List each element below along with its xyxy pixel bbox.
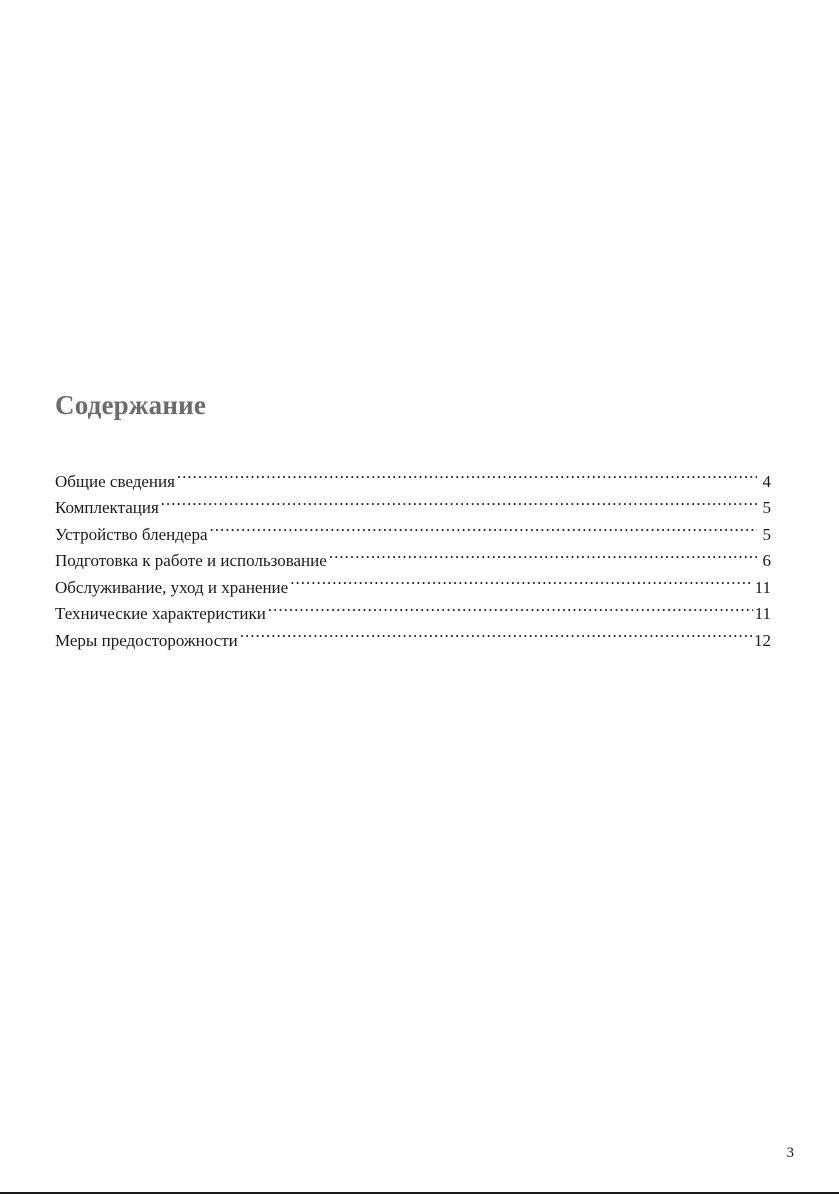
toc-dot-leader <box>240 619 752 646</box>
toc-entry-page: 12 <box>754 630 771 650</box>
toc-entry-label: Технические характеристики <box>55 604 266 623</box>
toc-entry <box>55 513 771 544</box>
page-number: 3 <box>786 1145 794 1161</box>
toc-entry <box>55 460 771 491</box>
toc-dot-leader <box>177 460 757 487</box>
toc-entry-label: Комплектация <box>55 498 159 517</box>
toc-entry-page: 4 <box>762 471 771 491</box>
toc-entry-page: 11 <box>754 577 771 597</box>
toc-dot-leader <box>210 513 757 540</box>
toc-entry-label: Обслуживание, уход и хранение <box>55 577 289 597</box>
toc-entry-page: 11 <box>754 604 771 623</box>
toc-title: Содержание <box>55 390 207 420</box>
toc-entry-label: Общие сведения <box>55 471 175 491</box>
toc-list <box>55 460 771 650</box>
toc-entry-page: 6 <box>762 551 771 570</box>
toc-entry-page: 5 <box>762 524 771 544</box>
toc-entry <box>55 487 771 517</box>
toc-entry-page: 5 <box>762 498 771 517</box>
toc-dot-leader <box>161 487 757 514</box>
toc-dot-leader <box>268 593 753 620</box>
toc-dot-leader <box>290 566 752 593</box>
toc-entry-label: Меры предосторожности <box>55 630 238 650</box>
toc-entry-label: Устройство блендера <box>55 524 208 544</box>
toc-dot-leader <box>329 540 757 567</box>
toc-entry-label: Подготовка к работе и использование <box>55 551 327 570</box>
